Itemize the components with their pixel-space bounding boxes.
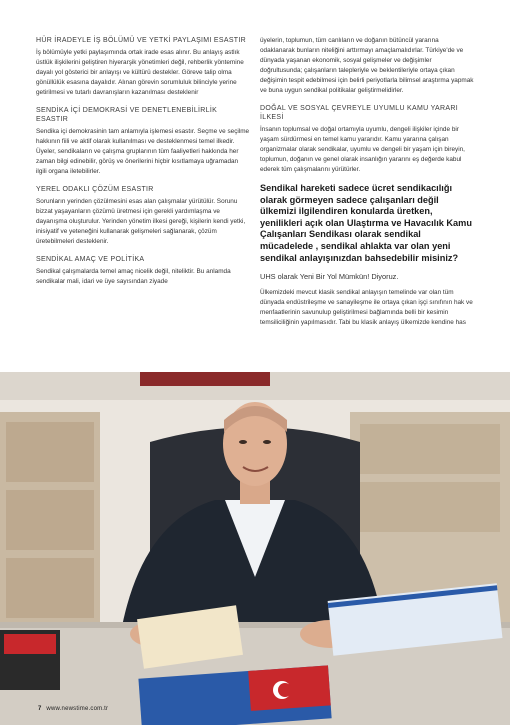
paragraph-local: Sorunların yerinden çözülmesini esas alan çalışmalar yürütülür. Sorunu bizzat yaşayanların çözümü üretmesi için gerekli yardımlaşma ve dayanışma oluşturulur. Yerinden yönetim ilkesi gereği, kişilerin kendi yetki, inisiyatif ve yeteneğini kullanarak gelişmeleri sağlanarak, çözüm üretebilmeleri desteklenir. xyxy=(36,198,246,245)
section-heading-democracy: SENDİKA İÇİ DEMOKRASİ VE DENETLENEBİLİRLİK ESASTIR xyxy=(36,107,218,123)
page-number: 7 xyxy=(38,706,42,712)
paragraph-answer: Ülkemizdeki mevcut klasik sendikal anlayışın temelinde var olan tüm dünyada endüstrileşme ve sanayileşme ile ortaya çıkan işçi sınıfının hak ve menfaatlerinin savunulup geliştirilmesi bağlamında belli bir kesimin temsiliciliğinin yapılmasıdır. Tabi bu klasik anlayış ülkemizde kendine has xyxy=(260,289,473,327)
paragraph-public-interest: İnsanın toplumsal ve doğal ortamıyla uyumlu, dengeli ilişkiler içinde bir yaşam sürdürmesi en temel kamu yararıdır. Kamu yararına çalışan organizmalar olarak sendikalar, uyumlu ve dengeli bir yaşam için bireyin, toplumun, doğanın ve genel olarak insanlığın yararını eş değerde kabul ederek tüm çalışmalarını yürütürler. xyxy=(260,126,465,173)
interview-question: Sendikal hareketi sadece ücret sendikacılığı olarak görmeyen sadece çalışanları değil ülkemizi ilgilendiren konularda üretken, yenilikleri açık olan Ulaştırma ve Havacılık Kamu Çalışanları Sendikası olarak sendikal mücadelede , sendikal ahlakta var olan yeni sendikal anlayışınızdan bahsedebilir misiniz? xyxy=(260,183,472,263)
wall-frame xyxy=(140,372,270,386)
portrait-photo xyxy=(0,372,510,725)
paragraph-policy: Sendikal çalışmalarda temel amaç nicelik değil, niteliktir. Bu anlamda sendikalar mali, idari ve üye sayısından ziyade xyxy=(36,268,231,285)
section-heading-public-interest: DOĞAL VE SOSYAL ÇEVREYLE UYUMLU KAMU YARARI İLKESİ xyxy=(260,105,458,121)
section-heading-authority: HÜR İRADEYLE İŞ BÖLÜMÜ VE YETKİ PAYLAŞIMI ESASTIR xyxy=(36,37,246,44)
photo-illustration xyxy=(0,372,510,725)
section-heading-local: YEREL ODAKLI ÇÖZÜM ESASTIR xyxy=(36,186,154,193)
section-heading-policy: SENDİKAL AMAÇ VE POLİTİKA xyxy=(36,256,145,263)
website-link[interactable]: www.newstime.com.tr xyxy=(46,706,109,712)
right-column xyxy=(260,36,474,336)
paragraph-democracy: Sendika içi demokrasinin tam anlamıyla işlemesi esastır. Seçme ve seçilme hakkının fiili ve aktif olarak kullanılması ve desteklenmesi temel ilkedir. Üyeler, sendikaların ve çalışma gruplarının tüm faaliyetleri hakkında her zaman bilgi edinebilir, görüş ve önerilerini hiçbir kısıtlamaya uğramadan ilgili organa iletebilirler. xyxy=(36,128,250,175)
page-footer xyxy=(38,706,108,712)
paragraph-authority: İş bölümüyle yetki paylaşımında ortak irade esas alınır. Bu anlayış astlık üstlük ilişkilerini geliştiren hiyerarşik yönetimleri değil, rehberlik yöntemine dayalı yol gösterici bir anlayışı ve kültürü destekler. Göreve talip olma gönüllülük esasına dayalıdır. Alınan görevin sorumluluk bilinciyle yerine getirilmesi ve tutarlı davranışların kazanılması desteklenir xyxy=(36,49,244,96)
paragraph-continued: üyelerin, toplumun, tüm canlıların ve doğanın bütüncül yararına odaklanarak bunların niteliğini arttırmayı amaçlamalıdırlar. Türkiye'de ve dünyada yaşanan ekonomik, sosyal gelişmeler ve değişimler doğrultusunda; çalışanların talepleriyle ve beklentileriyle ortaya çıkan değişimin tespit edebilmesi için belirli periyotlarla bilimsel araştırma yapmak ve buna uygun sendikal politikalar geliştirmelidirler. xyxy=(260,37,474,94)
answer-lead: UHS olarak Yeni Bir Yol Mümkün! Diyoruz. xyxy=(260,272,399,282)
left-column xyxy=(36,36,250,295)
